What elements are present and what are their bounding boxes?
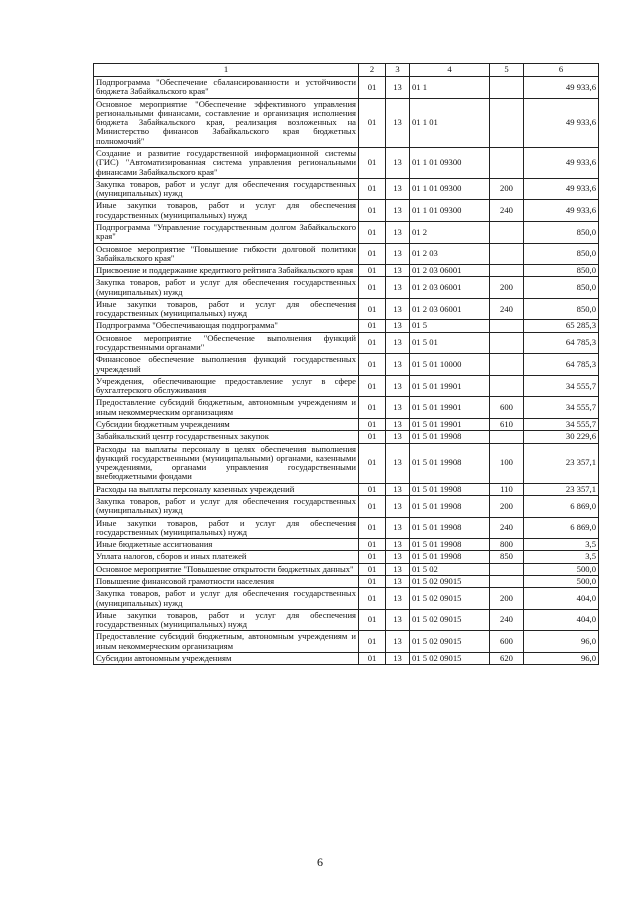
table-row (94, 551, 599, 563)
table-row (94, 320, 599, 332)
row-section-cell: 01 (359, 652, 386, 664)
table-row (94, 178, 599, 200)
row-subsection-cell: 13 (386, 483, 410, 495)
row-amount-cell: 49 933,6 (524, 200, 599, 222)
table-body (94, 77, 599, 665)
row-section-cell: 01 (359, 178, 386, 200)
row-expense-type-cell (490, 221, 524, 243)
row-name-cell: Предоставление субсидий бюджетным, автономным учреждениям и иным некоммерческим организациям (94, 397, 359, 419)
table-row (94, 354, 599, 376)
row-amount-cell: 404,0 (524, 609, 599, 631)
row-section-cell: 01 (359, 354, 386, 376)
row-target-code-cell: 01 5 01 19908 (410, 517, 490, 539)
row-name-cell: Основное мероприятие "Обеспечение выполнения функций государственными органами" (94, 332, 359, 354)
row-section-cell: 01 (359, 419, 386, 431)
row-amount-cell: 96,0 (524, 631, 599, 653)
column-header: 5 (490, 64, 524, 77)
row-target-code-cell: 01 5 01 19901 (410, 419, 490, 431)
table-row (94, 443, 599, 483)
table-row (94, 375, 599, 397)
row-subsection-cell: 13 (386, 517, 410, 539)
table-row (94, 539, 599, 551)
row-section-cell: 01 (359, 147, 386, 178)
row-target-code-cell: 01 5 01 19908 (410, 551, 490, 563)
row-subsection-cell: 13 (386, 320, 410, 332)
row-subsection-cell: 13 (386, 652, 410, 664)
row-expense-type-cell: 240 (490, 609, 524, 631)
row-expense-type-cell (490, 563, 524, 575)
row-amount-cell: 850,0 (524, 298, 599, 320)
row-section-cell: 01 (359, 332, 386, 354)
table-row (94, 277, 599, 299)
row-target-code-cell: 01 2 03 (410, 243, 490, 265)
row-expense-type-cell: 240 (490, 298, 524, 320)
row-name-cell: Иные бюджетные ассигнования (94, 539, 359, 551)
row-name-cell: Закупка товаров, работ и услуг для обеспечения государственных (муниципальных) нужд (94, 277, 359, 299)
row-section-cell: 01 (359, 631, 386, 653)
row-target-code-cell: 01 1 01 09300 (410, 147, 490, 178)
row-section-cell: 01 (359, 200, 386, 222)
row-subsection-cell: 13 (386, 539, 410, 551)
row-amount-cell: 30 229,6 (524, 431, 599, 443)
row-target-code-cell: 01 1 (410, 77, 490, 99)
row-section-cell: 01 (359, 443, 386, 483)
row-expense-type-cell (490, 243, 524, 265)
row-amount-cell: 64 785,3 (524, 332, 599, 354)
row-subsection-cell: 13 (386, 375, 410, 397)
row-subsection-cell: 13 (386, 298, 410, 320)
table-row (94, 588, 599, 610)
row-section-cell: 01 (359, 517, 386, 539)
row-target-code-cell: 01 2 03 06001 (410, 265, 490, 277)
row-target-code-cell: 01 5 01 19908 (410, 443, 490, 483)
row-name-cell: Иные закупки товаров, работ и услуг для обеспечения государственных (муниципальных) нужд (94, 609, 359, 631)
row-subsection-cell: 13 (386, 221, 410, 243)
row-section-cell: 01 (359, 563, 386, 575)
row-amount-cell: 3,5 (524, 539, 599, 551)
row-amount-cell: 500,0 (524, 575, 599, 587)
row-expense-type-cell (490, 98, 524, 147)
page-number: 6 (317, 855, 323, 869)
row-section-cell: 01 (359, 221, 386, 243)
row-subsection-cell: 13 (386, 609, 410, 631)
row-subsection-cell: 13 (386, 631, 410, 653)
row-expense-type-cell (490, 332, 524, 354)
row-name-cell: Основное мероприятие "Повышение открытости бюджетных данных" (94, 563, 359, 575)
row-subsection-cell: 13 (386, 443, 410, 483)
row-section-cell: 01 (359, 375, 386, 397)
row-expense-type-cell: 850 (490, 551, 524, 563)
table-row (94, 495, 599, 517)
row-amount-cell: 6 869,0 (524, 517, 599, 539)
table-row (94, 483, 599, 495)
row-expense-type-cell (490, 375, 524, 397)
row-expense-type-cell (490, 575, 524, 587)
row-expense-type-cell (490, 354, 524, 376)
row-name-cell: Подпрограмма "Управление государственным долгом Забайкальского края" (94, 221, 359, 243)
row-target-code-cell: 01 2 03 06001 (410, 277, 490, 299)
row-name-cell: Субсидии бюджетным учреждениям (94, 419, 359, 431)
row-amount-cell: 850,0 (524, 277, 599, 299)
row-expense-type-cell: 200 (490, 495, 524, 517)
table-row (94, 397, 599, 419)
row-name-cell: Расходы на выплаты персоналу казенных учреждений (94, 483, 359, 495)
row-amount-cell: 34 555,7 (524, 375, 599, 397)
row-target-code-cell: 01 5 01 19908 (410, 431, 490, 443)
row-name-cell: Субсидии автономным учреждениям (94, 652, 359, 664)
row-expense-type-cell (490, 77, 524, 99)
row-subsection-cell: 13 (386, 147, 410, 178)
row-name-cell: Закупка товаров, работ и услуг для обеспечения государственных (муниципальных) нужд (94, 178, 359, 200)
row-expense-type-cell (490, 265, 524, 277)
row-target-code-cell: 01 1 01 09300 (410, 200, 490, 222)
row-expense-type-cell: 800 (490, 539, 524, 551)
row-subsection-cell: 13 (386, 588, 410, 610)
row-name-cell: Финансовое обеспечение выполнения функций государственных учреждений (94, 354, 359, 376)
table-row (94, 431, 599, 443)
row-expense-type-cell: 600 (490, 397, 524, 419)
row-name-cell: Основное мероприятие "Обеспечение эффективного управления региональными финансами, составление и организация исполнения бюджета Забайкальского края, реализация возложенных на Министерство финансов Забайкальского края бюджетных полномочий" (94, 98, 359, 147)
row-expense-type-cell: 610 (490, 419, 524, 431)
row-amount-cell: 23 357,1 (524, 483, 599, 495)
row-target-code-cell: 01 2 03 06001 (410, 298, 490, 320)
table-row (94, 265, 599, 277)
row-amount-cell: 3,5 (524, 551, 599, 563)
row-amount-cell: 49 933,6 (524, 77, 599, 99)
row-section-cell: 01 (359, 575, 386, 587)
table-row (94, 77, 599, 99)
row-subsection-cell: 13 (386, 277, 410, 299)
row-subsection-cell: 13 (386, 431, 410, 443)
budget-table (93, 63, 599, 665)
row-expense-type-cell (490, 431, 524, 443)
row-amount-cell: 500,0 (524, 563, 599, 575)
row-target-code-cell: 01 5 02 09015 (410, 575, 490, 587)
row-expense-type-cell: 100 (490, 443, 524, 483)
row-name-cell: Иные закупки товаров, работ и услуг для обеспечения государственных (муниципальных) нужд (94, 200, 359, 222)
table-row (94, 631, 599, 653)
table-row (94, 298, 599, 320)
row-expense-type-cell: 200 (490, 178, 524, 200)
table-row (94, 221, 599, 243)
table-row (94, 609, 599, 631)
row-target-code-cell: 01 5 02 09015 (410, 652, 490, 664)
row-section-cell: 01 (359, 431, 386, 443)
row-target-code-cell: 01 5 01 19908 (410, 483, 490, 495)
table-row (94, 652, 599, 664)
row-amount-cell: 49 933,6 (524, 147, 599, 178)
row-section-cell: 01 (359, 609, 386, 631)
row-target-code-cell: 01 5 01 (410, 332, 490, 354)
row-amount-cell: 850,0 (524, 243, 599, 265)
row-name-cell: Создание и развитие государственной информационной системы (ГИС) "Автоматизированная система управления региональными финансами Забайкальского края" (94, 147, 359, 178)
column-header: 3 (386, 64, 410, 77)
row-expense-type-cell: 240 (490, 517, 524, 539)
row-expense-type-cell (490, 147, 524, 178)
row-target-code-cell: 01 5 02 09015 (410, 609, 490, 631)
row-target-code-cell: 01 5 01 19901 (410, 375, 490, 397)
row-target-code-cell: 01 1 01 09300 (410, 178, 490, 200)
row-expense-type-cell: 200 (490, 588, 524, 610)
row-name-cell: Повышение финансовой грамотности населения (94, 575, 359, 587)
row-subsection-cell: 13 (386, 200, 410, 222)
row-amount-cell: 49 933,6 (524, 178, 599, 200)
table-row (94, 147, 599, 178)
row-subsection-cell: 13 (386, 495, 410, 517)
row-amount-cell: 96,0 (524, 652, 599, 664)
row-subsection-cell: 13 (386, 77, 410, 99)
row-section-cell: 01 (359, 588, 386, 610)
row-target-code-cell: 01 5 01 19908 (410, 539, 490, 551)
row-name-cell: Основное мероприятие "Повышение гибкости долговой политики Забайкальского края" (94, 243, 359, 265)
row-amount-cell: 64 785,3 (524, 354, 599, 376)
row-name-cell: Подпрограмма "Обеспечивающая подпрограмма" (94, 320, 359, 332)
column-header: 1 (94, 64, 359, 77)
table-row (94, 98, 599, 147)
row-name-cell: Закупка товаров, работ и услуг для обеспечения государственных (муниципальных) нужд (94, 495, 359, 517)
table-row (94, 419, 599, 431)
row-amount-cell: 404,0 (524, 588, 599, 610)
row-target-code-cell: 01 5 02 (410, 563, 490, 575)
row-subsection-cell: 13 (386, 332, 410, 354)
row-name-cell: Предоставление субсидий бюджетным, автономным учреждениям и иным некоммерческим организациям (94, 631, 359, 653)
row-amount-cell: 49 933,6 (524, 98, 599, 147)
table-row (94, 563, 599, 575)
row-expense-type-cell: 240 (490, 200, 524, 222)
row-name-cell: Забайкальский центр государственных закупок (94, 431, 359, 443)
row-subsection-cell: 13 (386, 397, 410, 419)
row-amount-cell: 850,0 (524, 221, 599, 243)
table-row (94, 332, 599, 354)
row-amount-cell: 34 555,7 (524, 419, 599, 431)
column-header: 4 (410, 64, 490, 77)
row-subsection-cell: 13 (386, 243, 410, 265)
row-target-code-cell: 01 5 02 09015 (410, 631, 490, 653)
row-section-cell: 01 (359, 77, 386, 99)
row-target-code-cell: 01 2 (410, 221, 490, 243)
row-target-code-cell: 01 5 01 19908 (410, 495, 490, 517)
row-amount-cell: 23 357,1 (524, 443, 599, 483)
row-name-cell: Уплата налогов, сборов и иных платежей (94, 551, 359, 563)
row-name-cell: Иные закупки товаров, работ и услуг для обеспечения государственных (муниципальных) нужд (94, 517, 359, 539)
row-expense-type-cell: 200 (490, 277, 524, 299)
table-row (94, 243, 599, 265)
row-subsection-cell: 13 (386, 354, 410, 376)
row-name-cell: Расходы на выплаты персоналу в целях обеспечения выполнения функций государственными (муниципальными) органами, казенными учреждениями, органами управления государственными внебюджетными фондами (94, 443, 359, 483)
row-section-cell: 01 (359, 397, 386, 419)
table-row (94, 517, 599, 539)
row-name-cell: Иные закупки товаров, работ и услуг для обеспечения государственных (муниципальных) нужд (94, 298, 359, 320)
row-expense-type-cell: 620 (490, 652, 524, 664)
row-name-cell: Присвоение и поддержание кредитного рейтинга Забайкальского края (94, 265, 359, 277)
row-section-cell: 01 (359, 539, 386, 551)
row-subsection-cell: 13 (386, 98, 410, 147)
column-header: 6 (524, 64, 599, 77)
row-section-cell: 01 (359, 551, 386, 563)
row-expense-type-cell (490, 320, 524, 332)
row-name-cell: Подпрограмма "Обеспечение сбалансированности и устойчивости бюджета Забайкальского края" (94, 77, 359, 99)
row-amount-cell: 6 869,0 (524, 495, 599, 517)
row-target-code-cell: 01 5 01 19901 (410, 397, 490, 419)
row-target-code-cell: 01 5 (410, 320, 490, 332)
row-section-cell: 01 (359, 277, 386, 299)
row-expense-type-cell: 600 (490, 631, 524, 653)
row-section-cell: 01 (359, 98, 386, 147)
row-subsection-cell: 13 (386, 265, 410, 277)
row-name-cell: Учреждения, обеспечивающие предоставление услуг в сфере бухгалтерского обслуживания (94, 375, 359, 397)
row-subsection-cell: 13 (386, 419, 410, 431)
row-amount-cell: 850,0 (524, 265, 599, 277)
row-name-cell: Закупка товаров, работ и услуг для обеспечения государственных (муниципальных) нужд (94, 588, 359, 610)
row-section-cell: 01 (359, 495, 386, 517)
row-target-code-cell: 01 5 01 10000 (410, 354, 490, 376)
table-header-row (94, 64, 599, 77)
row-subsection-cell: 13 (386, 575, 410, 587)
row-amount-cell: 65 285,3 (524, 320, 599, 332)
row-subsection-cell: 13 (386, 563, 410, 575)
table-row (94, 575, 599, 587)
row-section-cell: 01 (359, 320, 386, 332)
row-subsection-cell: 13 (386, 551, 410, 563)
row-subsection-cell: 13 (386, 178, 410, 200)
row-section-cell: 01 (359, 265, 386, 277)
row-section-cell: 01 (359, 298, 386, 320)
row-section-cell: 01 (359, 243, 386, 265)
column-header: 2 (359, 64, 386, 77)
row-target-code-cell: 01 1 01 (410, 98, 490, 147)
row-target-code-cell: 01 5 02 09015 (410, 588, 490, 610)
table-row (94, 200, 599, 222)
row-expense-type-cell: 110 (490, 483, 524, 495)
row-amount-cell: 34 555,7 (524, 397, 599, 419)
row-section-cell: 01 (359, 483, 386, 495)
